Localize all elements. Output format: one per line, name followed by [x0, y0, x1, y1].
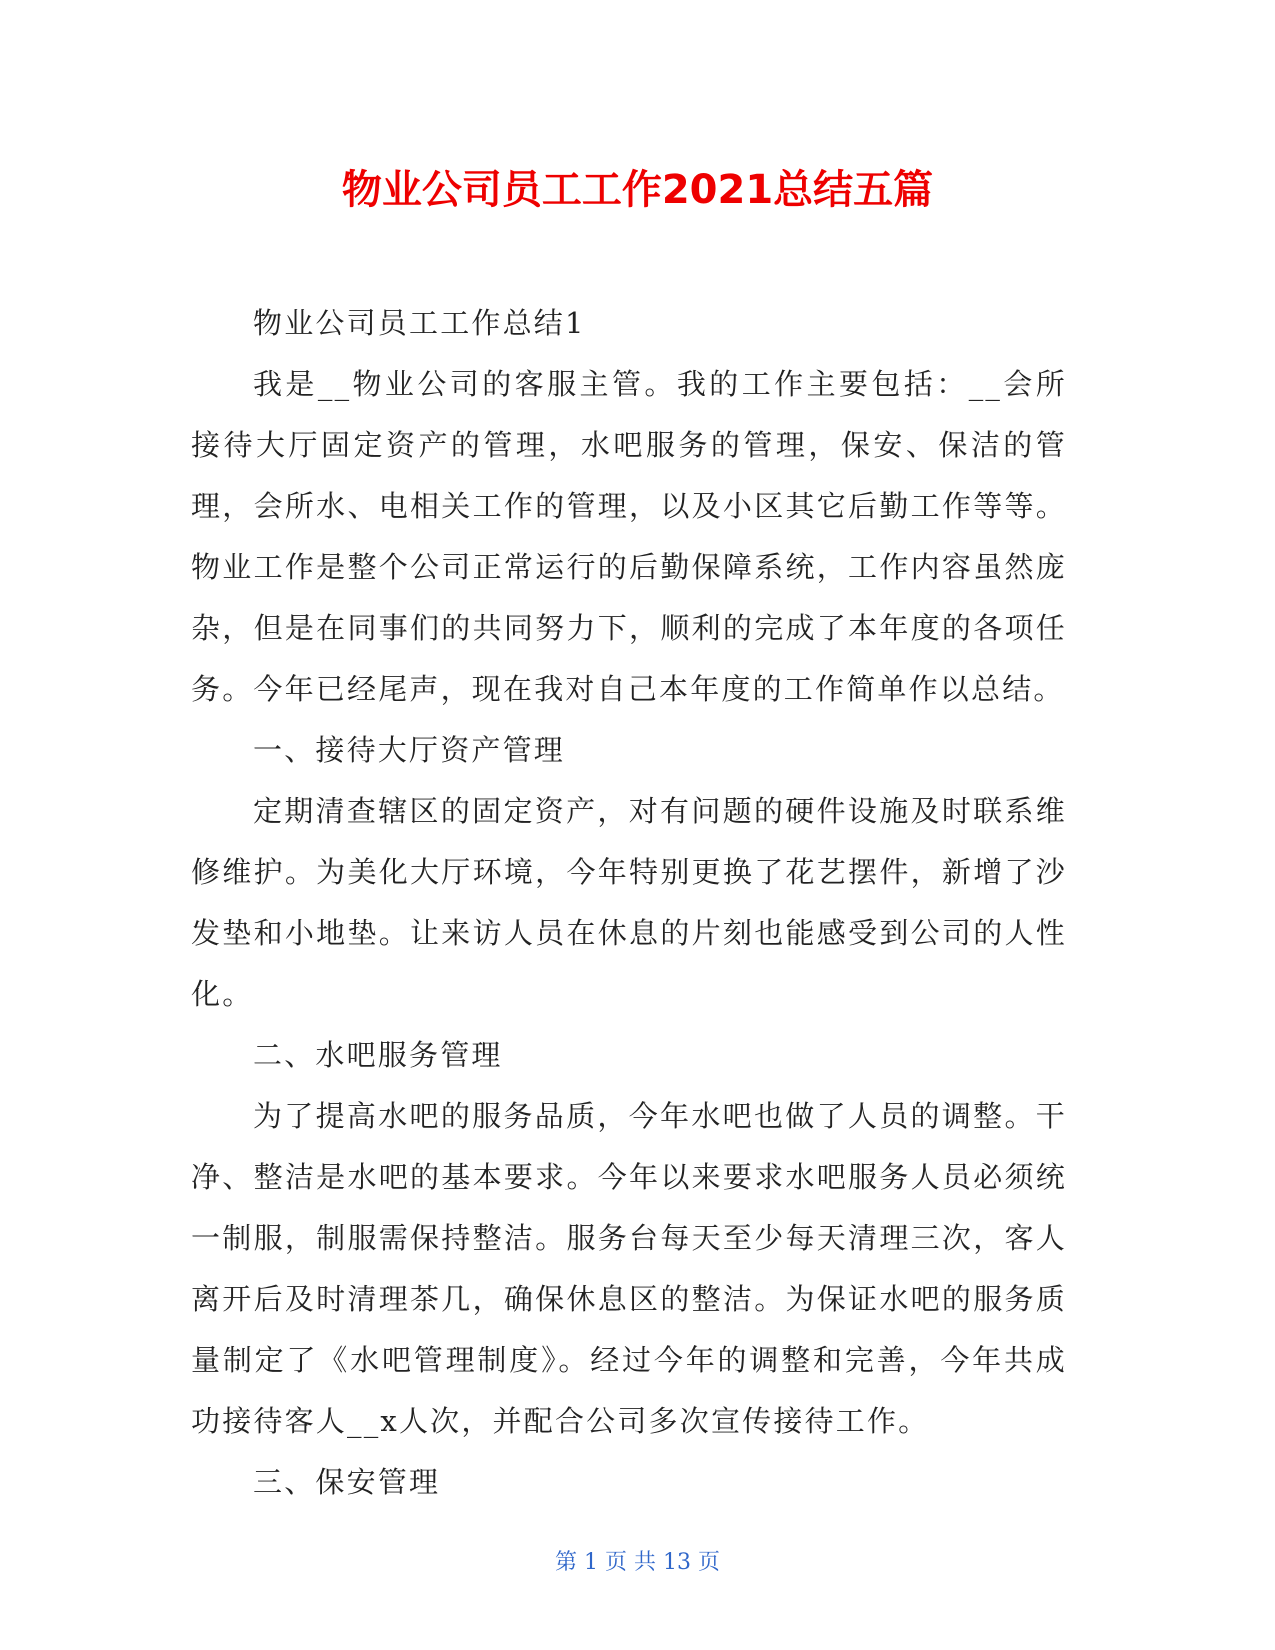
current-page-number: 1 [584, 1550, 598, 1575]
page-label-suffix: 页 [698, 1550, 721, 1575]
page-label-mid: 页 共 [605, 1550, 656, 1575]
section-heading: 三、保安管理 [253, 1465, 441, 1499]
body-paragraph: 我是__物业公司的客服主管。我的工作主要包括：__会所接待大厅固定资产的管理，水吧服务的管理，保安、保洁的管理，会所水、电相关工作的管理，以及小区其它后勤工作等等。物业工作是整个公司正常运行的后勤保障系统，工作内容虽然庞杂，但是在同事们的共同努力下，顺利的完成了本年度的各项任务。今年已经尾声，现在我对自己本年度的工作简单作以总结。 [191, 367, 1067, 706]
section-heading: 一、接待大厅资产管理 [253, 733, 566, 767]
body-paragraph: 定期清查辖区的固定资产，对有问题的硬件设施及时联系维修维护。为美化大厅环境，今年特别更换了花艺摆件，新增了沙发垫和小地垫。让来访人员在休息的片刻也能感受到公司的人性化。 [191, 794, 1067, 1011]
document-title: 物业公司员工工作2021总结五篇 [341, 167, 934, 213]
section-heading: 物业公司员工工作总结1 [253, 306, 586, 340]
document-body [191, 293, 1067, 1513]
section-heading: 二、水吧服务管理 [253, 1038, 503, 1072]
total-pages-number: 13 [663, 1550, 691, 1575]
body-paragraph: 为了提高水吧的服务品质，今年水吧也做了人员的调整。干净、整洁是水吧的基本要求。今年以来要求水吧服务人员必须统一制服，制服需保持整洁。服务台每天至少每天清理三次，客人离开后及时清理茶几，确保休息区的整洁。为保证水吧的服务质量制定了《水吧管理制度》。经过今年的调整和完善，今年共成功接待客人__x人次，并配合公司多次宣传接待工作。 [191, 1099, 1067, 1438]
page-footer [0, 1548, 1275, 1578]
page-label-prefix: 第 [554, 1550, 577, 1575]
